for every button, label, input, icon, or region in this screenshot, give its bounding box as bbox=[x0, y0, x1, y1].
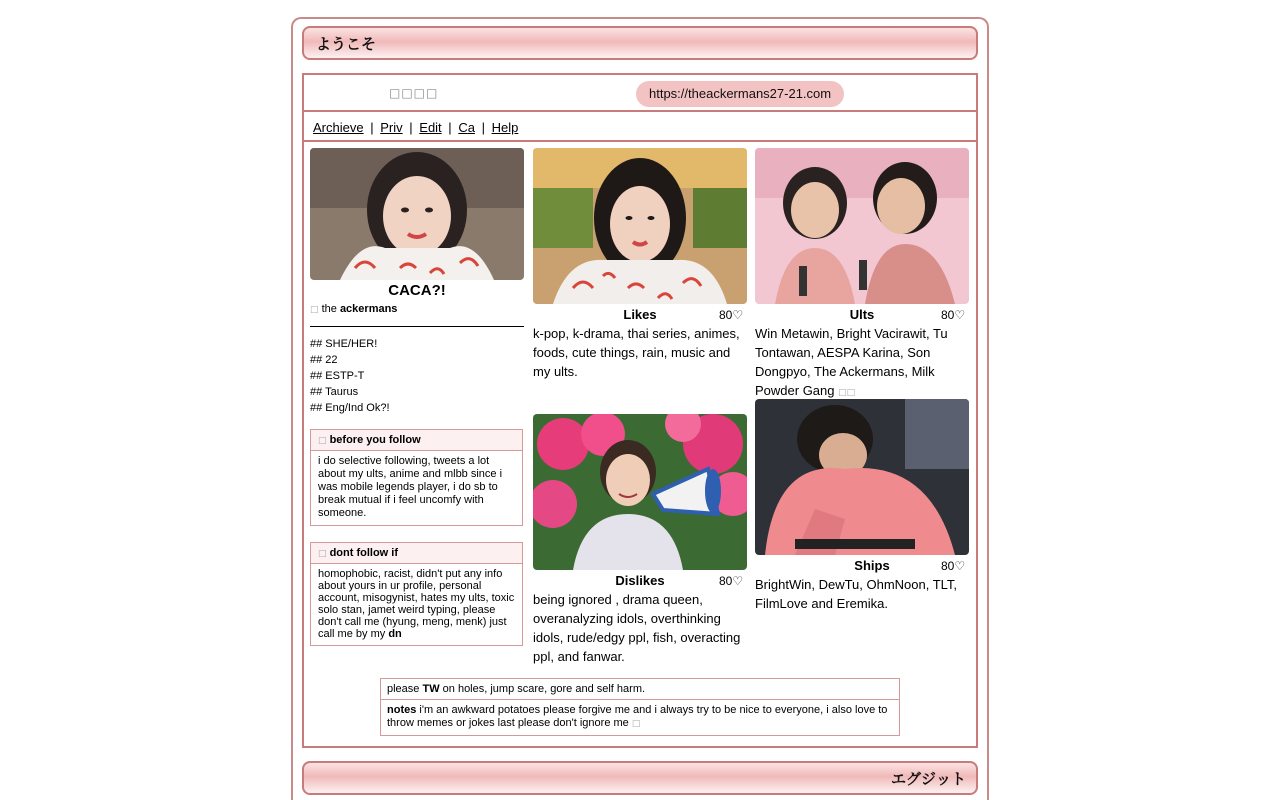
trait-item: ## ESTP-T bbox=[310, 370, 365, 382]
dont-follow-card bbox=[310, 542, 523, 646]
card-glyph-icon: □ bbox=[318, 436, 327, 446]
header-title: ようこそ bbox=[316, 34, 377, 53]
likes-text: k-pop, k-drama, thai series, animes, foods, cute things, rain, music and my ults. bbox=[533, 326, 740, 379]
nav-priv-link[interactable]: Priv bbox=[380, 120, 403, 135]
profile-handle bbox=[310, 303, 524, 315]
girl-photo-icon bbox=[533, 148, 747, 304]
likes-photo bbox=[533, 148, 747, 304]
dislikes-text: being ignored , drama queen, overanalyzing idols, overthinking idols, rude/edgy ppl, fish, overacting ppl, and fanwar. bbox=[533, 592, 741, 664]
likes-count[interactable]: 80♡ bbox=[719, 308, 744, 322]
trait-list bbox=[310, 336, 524, 416]
card-body: i do selective following, tweets a lot about my ults, anime and mlbb since i was mobile legends player, i do sb to break mutual if i feel uncomfy with someone. bbox=[318, 455, 503, 519]
footer-bar[interactable] bbox=[302, 761, 978, 795]
dislikes-title: Dislikes bbox=[615, 573, 665, 588]
ships-photo bbox=[755, 399, 969, 555]
pink-hoodie-photo-icon bbox=[755, 399, 969, 555]
megaphone-photo-icon bbox=[533, 414, 747, 570]
ults-title: Ults bbox=[849, 307, 875, 322]
trigger-warning: please TW on holes, jump scare, gore and self harm. bbox=[381, 679, 899, 700]
trait-item: ## 22 bbox=[310, 354, 338, 366]
main-panel bbox=[302, 73, 978, 748]
exit-title[interactable]: エグジット bbox=[890, 769, 966, 788]
handle-prefix: the bbox=[321, 303, 337, 315]
card-header bbox=[311, 430, 522, 451]
nav-separator: | bbox=[481, 120, 485, 135]
ults-photo bbox=[755, 148, 969, 304]
ships-count[interactable]: 80♡ bbox=[941, 559, 966, 573]
url-pill[interactable]: https://theackermans27-21.com bbox=[636, 81, 844, 107]
tw-label: TW bbox=[422, 683, 440, 695]
nav-archieve-link[interactable]: Archieve bbox=[313, 120, 364, 135]
handle-name: ackermans bbox=[339, 303, 398, 315]
dislikes-photo bbox=[533, 414, 747, 570]
trait-item: ## SHE/HER! bbox=[310, 338, 378, 350]
handle-glyph-icon: □ bbox=[310, 305, 319, 315]
ships-text: BrightWin, DewTu, OhmNoon, TLT, FilmLove and Eremika. bbox=[755, 577, 958, 611]
dn-text: dn bbox=[388, 628, 402, 640]
nav-ca-link[interactable]: Ca bbox=[458, 120, 475, 135]
divider bbox=[310, 326, 524, 327]
notes-text: notes i'm an awkward potatoes please forgive me and i always try to be nice to everyone, i also love to throw memes or jokes last please don't ignore me □ bbox=[387, 704, 888, 729]
ults-text: Win Metawin, Bright Vacirawit, Tu Tontawan, AESPA Karina, Son Dongpyo, The Ackermans, Milk Powder Gang □□ bbox=[755, 326, 948, 398]
card-glyph-icon: □ bbox=[318, 549, 327, 559]
header-bar bbox=[302, 26, 978, 60]
notes-glyph-icon: □ bbox=[631, 719, 641, 729]
trait-item: ## Taurus bbox=[310, 386, 359, 398]
avatar bbox=[310, 148, 524, 280]
card-title: dont follow if bbox=[329, 547, 399, 559]
ships-title: Ships bbox=[854, 558, 890, 573]
nav-help-link[interactable]: Help bbox=[491, 120, 519, 135]
profile-name: CACA?! bbox=[388, 282, 446, 299]
trait-item: ## Eng/Ind Ok?! bbox=[310, 402, 390, 414]
ults-glyph-icon: □□ bbox=[838, 388, 856, 398]
notes-box bbox=[380, 678, 900, 736]
likes-title: Likes bbox=[623, 307, 657, 322]
couple-photo-icon bbox=[755, 148, 969, 304]
notes-label: notes bbox=[387, 704, 417, 716]
card-body: homophobic, racist, didn't put any info about yours in ur profile, personal account, misogynist, hates my ults, toxic solo stan, jamet weird typing, please don't call me (hyung, meng, menk) just call me by my dn bbox=[318, 568, 515, 640]
nav-separator: | bbox=[409, 120, 413, 135]
dislikes-count[interactable]: 80♡ bbox=[719, 574, 744, 588]
nav-bar bbox=[304, 114, 976, 142]
nav-edit-link[interactable]: Edit bbox=[419, 120, 442, 135]
ults-count[interactable]: 80♡ bbox=[941, 308, 966, 322]
nav-separator: | bbox=[370, 120, 374, 135]
title-glyphs: □□□□ bbox=[389, 86, 439, 100]
card-title: before you follow bbox=[329, 434, 421, 446]
card-header bbox=[311, 543, 522, 564]
before-follow-card bbox=[310, 429, 523, 526]
avatar-photo-icon bbox=[310, 148, 524, 280]
nav-separator: | bbox=[448, 120, 452, 135]
profile-column bbox=[310, 148, 524, 646]
top-row bbox=[304, 75, 976, 112]
